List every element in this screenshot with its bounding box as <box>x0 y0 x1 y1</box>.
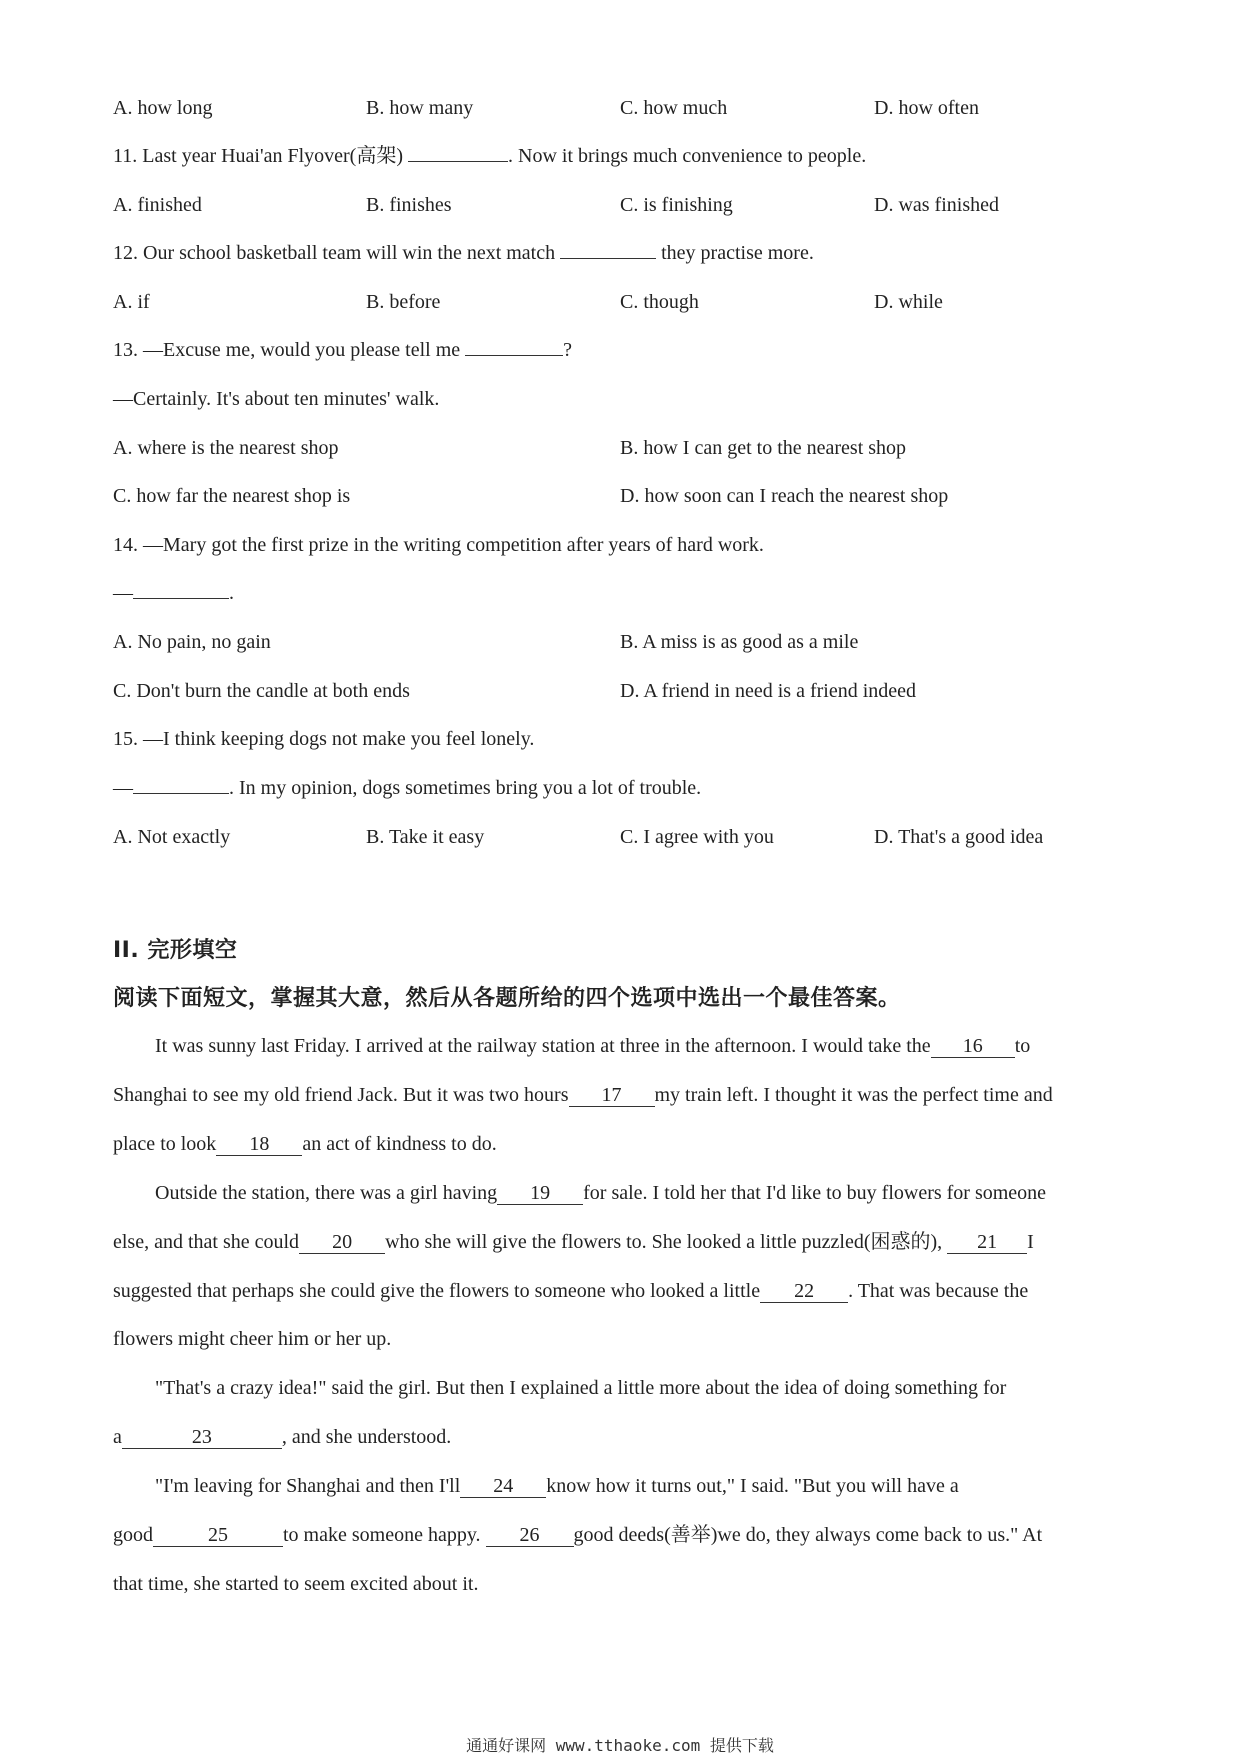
q13-option-c: C. how far the nearest shop is <box>113 485 351 507</box>
passage-text: good deeds(善举)we do, they always come back to us." At <box>573 1524 1043 1546</box>
passage-line-3 <box>113 1131 497 1157</box>
q11-option-a: A. finished <box>113 194 202 216</box>
passage-line-4 <box>155 1180 1046 1206</box>
q10-option-d: D. how often <box>874 97 979 119</box>
q11-blank <box>408 143 508 162</box>
passage-text: Outside the station, there was a girl having <box>155 1182 498 1204</box>
q15-reply-pre: — <box>113 777 133 799</box>
passage-line-9 <box>113 1424 451 1450</box>
blank-16: 16 <box>931 1035 1015 1058</box>
passage-text: an act of kindness to do. <box>302 1133 497 1155</box>
blank-20: 20 <box>299 1231 385 1254</box>
passage-line-2 <box>113 1082 1053 1108</box>
q12-option-d: D. while <box>874 291 943 313</box>
q10-option-b: B. how many <box>366 97 474 119</box>
q10-option-c: C. how much <box>620 97 728 119</box>
q15-option-d: D. That's a good idea <box>874 826 1044 848</box>
q12-blank <box>560 240 656 259</box>
passage-line-1 <box>155 1033 1030 1059</box>
passage-line-7: flowers might cheer him or her up. <box>113 1328 392 1350</box>
passage-text: suggested that perhaps she could give the flowers to someone who looked a little <box>113 1280 761 1302</box>
blank-21: 21 <box>947 1231 1027 1254</box>
passage-text: I <box>1027 1231 1034 1253</box>
passage-line-10 <box>155 1473 959 1499</box>
q12-option-a: A. if <box>113 291 150 313</box>
q15-option-a: A. Not exactly <box>113 826 231 848</box>
passage-text: know how it turns out," I said. "But you will have a <box>546 1475 959 1497</box>
passage-text: to make someone happy. <box>283 1524 486 1546</box>
q13-stem <box>113 337 572 363</box>
q14-reply <box>113 580 234 606</box>
passage-text: my train left. I thought it was the perfect time and <box>654 1084 1053 1106</box>
passage-line-8: "That's a crazy idea!" said the girl. But then I explained a little more about the idea of doing something for <box>155 1377 1007 1399</box>
q15-option-c: C. I agree with you <box>620 826 774 848</box>
q15-option-b: B. Take it easy <box>366 826 485 848</box>
q13-option-d: D. how soon can I reach the nearest shop <box>620 485 949 507</box>
passage-text: a <box>113 1426 122 1448</box>
passage-text: good <box>113 1524 153 1546</box>
q11-stem <box>113 143 866 169</box>
passage-text: , and she understood. <box>281 1426 452 1448</box>
passage-text: else, and that she could <box>113 1231 300 1253</box>
q13-stem-post: ? <box>563 339 573 361</box>
section-instruction: 阅读下面短文，掌握其大意，然后从各题所给的四个选项中选出一个最佳答案。 <box>113 986 901 1011</box>
blank-26: 26 <box>486 1524 574 1547</box>
q14-option-a: A. No pain, no gain <box>113 631 271 653</box>
passage-text: place to look <box>113 1133 217 1155</box>
q12-option-b: B. before <box>366 291 441 313</box>
passage-text: for sale. I told her that I'd like to buy flowers for someone <box>583 1182 1047 1204</box>
q14-stem: 14. —Mary got the first prize in the writing competition after years of hard work. <box>113 534 764 556</box>
q13-option-b: B. how I can get to the nearest shop <box>620 437 907 459</box>
page-footer: 通通好课网 www.tthaoke.com 提供下载 <box>466 1736 774 1755</box>
q11-option-b: B. finishes <box>366 194 452 216</box>
q11-option-c: C. is finishing <box>620 194 733 216</box>
section-title: II. 完形填空 <box>113 938 238 963</box>
passage-text: to <box>1014 1035 1031 1057</box>
q15-blank <box>133 775 229 794</box>
q14-option-c: C. Don't burn the candle at both ends <box>113 680 410 702</box>
q14-reply-pre: — <box>113 582 133 604</box>
blank-18: 18 <box>216 1133 302 1156</box>
q14-reply-post: . <box>229 582 234 604</box>
blank-17: 17 <box>569 1084 655 1107</box>
passage-line-6 <box>113 1278 1028 1304</box>
passage-text: who she will give the flowers to. She looked a little puzzled(困惑的), <box>385 1231 948 1253</box>
q11-stem-pre: 11. Last year Huai'an Flyover(高架) <box>113 145 408 167</box>
q13-stem-pre: 13. —Excuse me, would you please tell me <box>113 339 466 361</box>
blank-22: 22 <box>760 1280 848 1303</box>
q12-stem <box>113 240 814 266</box>
q15-stem: 15. —I think keeping dogs not make you feel lonely. <box>113 728 535 750</box>
q12-option-c: C. though <box>620 291 699 313</box>
q14-blank <box>133 580 229 599</box>
passage-line-5 <box>113 1229 1034 1255</box>
passage-line-12: that time, she started to seem excited about it. <box>113 1573 479 1595</box>
blank-23: 23 <box>122 1426 282 1449</box>
blank-25: 25 <box>153 1524 283 1547</box>
passage-text: Shanghai to see my old friend Jack. But it was two hours <box>113 1084 569 1106</box>
q14-option-d: D. A friend in need is a friend indeed <box>620 680 917 702</box>
q10-option-a: A. how long <box>113 97 213 119</box>
passage-text: It was sunny last Friday. I arrived at the railway station at three in the afternoon. I would take the <box>155 1035 931 1057</box>
q15-reply <box>113 775 701 801</box>
blank-19: 19 <box>497 1182 583 1205</box>
passage-line-11 <box>113 1522 1042 1548</box>
q14-option-b: B. A miss is as good as a mile <box>620 631 859 653</box>
q13-reply: —Certainly. It's about ten minutes' walk. <box>113 388 440 410</box>
q13-option-a: A. where is the nearest shop <box>113 437 339 459</box>
q11-stem-post: . Now it brings much convenience to people. <box>508 145 867 167</box>
passage-text: . That was because the <box>848 1280 1029 1302</box>
q11-option-d: D. was finished <box>874 194 999 216</box>
blank-24: 24 <box>460 1475 546 1498</box>
q15-reply-post: . In my opinion, dogs sometimes bring you a lot of trouble. <box>229 777 702 799</box>
q12-stem-pre: 12. Our school basketball team will win the next match <box>113 242 561 264</box>
passage-text: "I'm leaving for Shanghai and then I'll <box>155 1475 461 1497</box>
q12-stem-post: they practise more. <box>656 242 814 264</box>
q13-blank <box>465 337 563 356</box>
